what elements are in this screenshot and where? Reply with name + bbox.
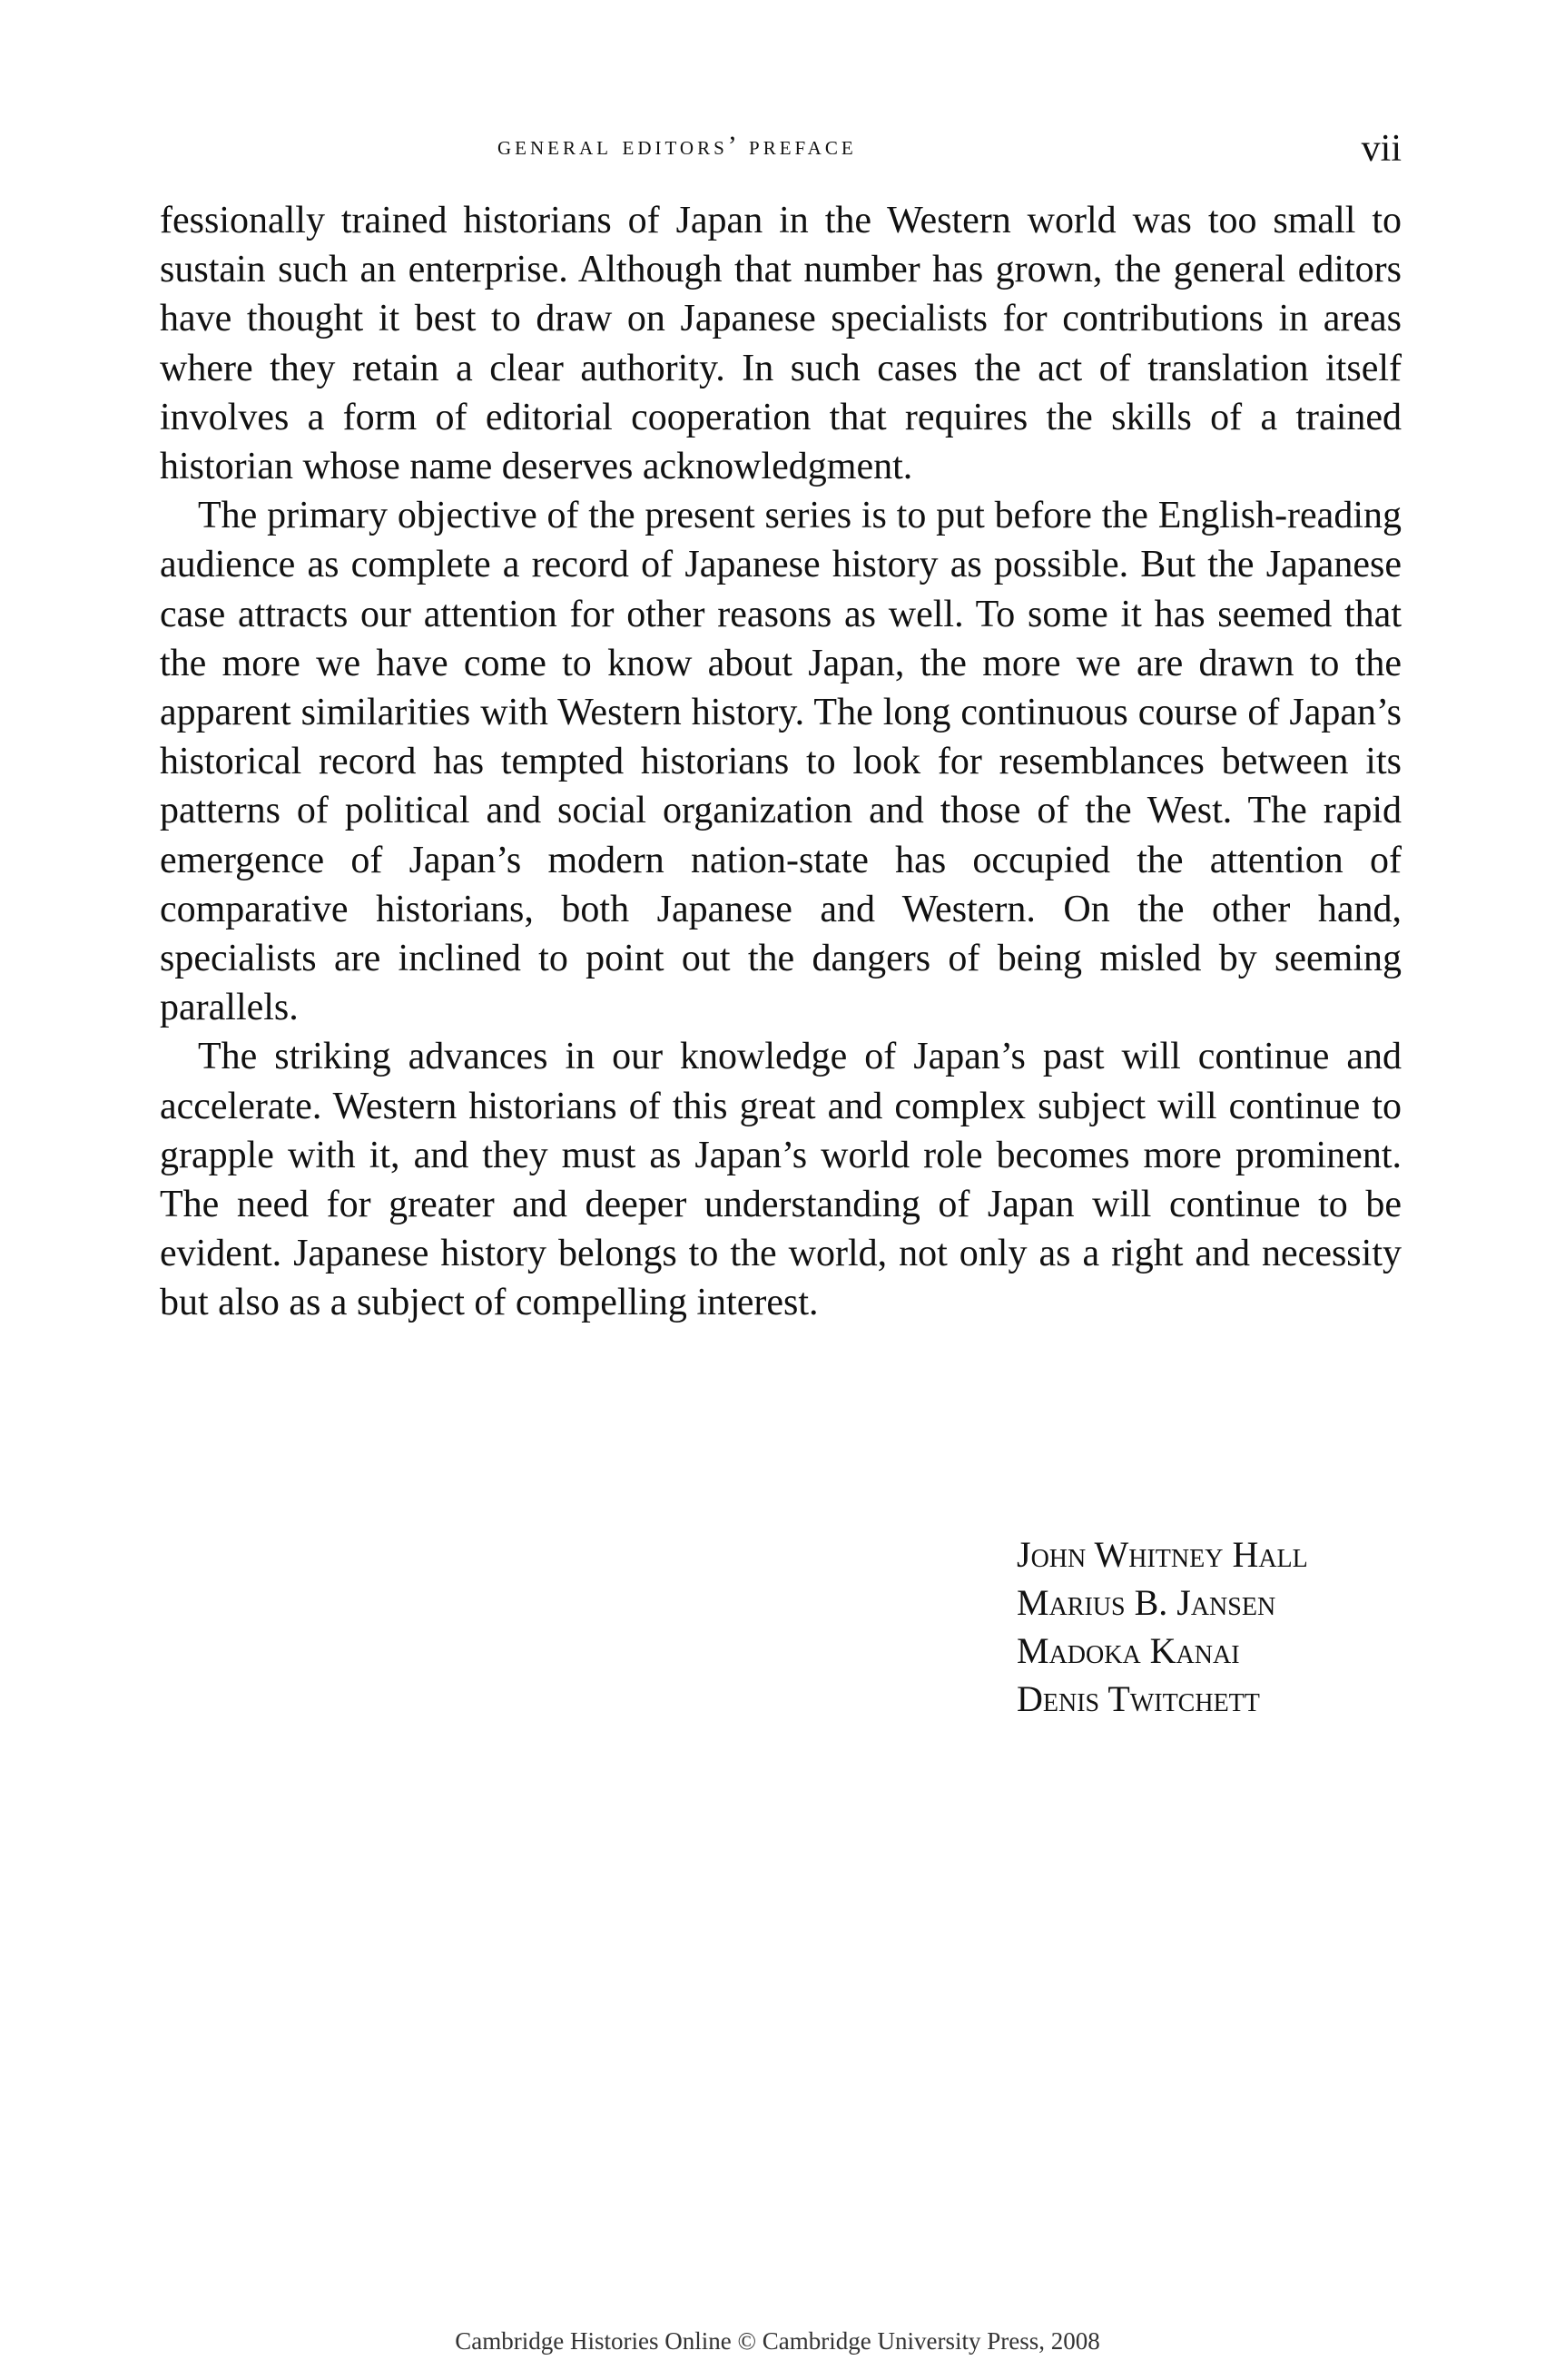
signature-twitchett: Denis Twitchett [1017,1678,1260,1719]
paragraph-3: The striking advances in our knowledge of Japan’s past will continue and accelerate. Western historians of this great and complex subject will continue to grapple with it, and they must as Japan’s world role becomes more prominent. The need for greater and deeper understanding of Japan will continue to be evident. Japanese history belongs to the world, not only as a right and necessity but also as a subject of compelling interest. [160,1036,1402,1324]
signature-kanai: Madoka Kanai [1017,1630,1240,1671]
copyright-footer: Cambridge Histories Online © Cambridge University Press, 2008 [455,2327,1100,2355]
page-number: vii [1361,128,1402,170]
paragraph-2: The primary objective of the present series is to put before the English-reading audience as complete a record of Japanese history as possible. But the Japanese case attracts our attention for other reasons as well. To some it has seemed that the more we have come to know about Japan, the more we are drawn to the apparent similarities with Western history. The long continuous course of Japan’s historical record has tempted historians to look for resemblances between its patterns of political and social organization and those of the West. The rapid emergence of Japan’s modern nation-state has occupied the attention of comparative historians, both Japanese and Western. On the other hand, specialists are inclined to point out the dangers of being misled by seeming parallels. [160,495,1402,1029]
running-head [160,127,1402,172]
running-title: general editors’ preface [497,131,857,161]
preface-body [160,196,1402,1328]
editor-signatures [1017,1530,1308,1723]
signature-jansen: Marius B. Jansen [1017,1582,1276,1623]
signature-hall: John Whitney Hall [1017,1534,1308,1575]
paragraph-1: fessionally trained historians of Japan in the Western world was too small to sustain such an enterprise. Although that number has grown, the general editors have thought it best to draw on Japanese specialists for contributions in areas where they retain a clear authority. In such cases the act of translation itself involves a form of editorial cooperation that requires the skills of a trained historian whose name deserves acknowledgment. [160,200,1402,488]
